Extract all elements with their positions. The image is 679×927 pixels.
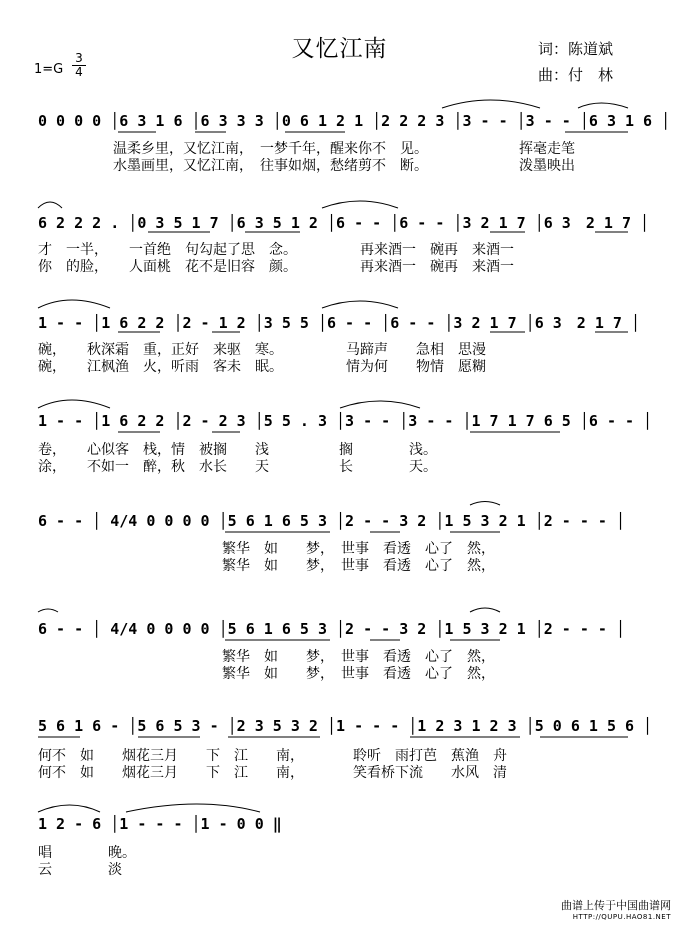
lyric-line: 唱 晚。 bbox=[38, 845, 136, 861]
site-footer: 曲谱上传于中国曲谱网 bbox=[561, 899, 671, 912]
lyric-line: 水墨画里，又忆江南， 往事如烟，愁绪剪不 断。 泼墨映出 bbox=[113, 158, 575, 174]
lyric-line: 温柔乡里，又忆江南， 一梦千年，醒来你不 见。 挥毫走笔 bbox=[113, 141, 575, 157]
lyric-line: 繁华 如 梦， 世事 看透 心了 然， bbox=[222, 666, 495, 682]
slur-arc bbox=[38, 805, 100, 812]
lyric-line: 繁华 如 梦， 世事 看透 心了 然， bbox=[222, 558, 495, 574]
site-url: HTTP://QUPU.HAO81.NET bbox=[572, 913, 671, 921]
notation-line: 0 0 0 0 │6 3 1 6 │6 3 3 3 │0 6 1 2 1 │2 2 2 3 │3 - - │3 - - │6 3 1 6 │ bbox=[38, 112, 671, 130]
slur-arc bbox=[322, 201, 398, 208]
slur-arc bbox=[578, 103, 628, 108]
notation-line: 6 2 2 2 . │0 3 5 1 7 │6 3 5 1 2 │6 - - │6 - - │3 2 1 7 │6 3 2 1 7 │ bbox=[38, 214, 650, 232]
lyric-line: 繁华 如 梦， 世事 看透 心了 然， bbox=[222, 649, 495, 665]
slur-arc bbox=[126, 804, 260, 812]
slur-arc bbox=[322, 301, 398, 308]
slur-arc bbox=[38, 300, 110, 308]
time-signature-numerator: 3 bbox=[72, 52, 86, 66]
lyric-line: 你 的脸， 人面桃 花不是旧容 颜。 再来酒一 碗再 来酒一 bbox=[38, 259, 514, 275]
lyric-line: 涂， 不如一 醉，秋 水长 天 长 天。 bbox=[38, 459, 437, 475]
notation-line: 5 6 1 6 - │5 6 5 3 - │2 3 5 3 2 │1 - - - │1 2 3 1 2 3 │5 0 6 1 5 6 │ bbox=[38, 717, 653, 735]
score-title: 又忆江南 bbox=[291, 36, 388, 62]
slur-arc bbox=[442, 100, 540, 108]
slur-arc bbox=[38, 400, 110, 408]
notation-line: 1 - - │1 6 2 2 │2 - 2 3 │5 5 . 3 │3 - - │3 - - │1 7 1 7 6 5 │6 - - │ bbox=[38, 412, 653, 430]
time-signature-denominator: 4 bbox=[75, 65, 83, 79]
lyric-line: 卷， 心似客 栈，情 被搁 浅 搁 浅。 bbox=[38, 442, 437, 458]
notation-line: 1 2 - 6 │1 - - - │1 - 0 0 ‖ bbox=[38, 815, 282, 833]
lyricist-credit: 词：陈道斌 bbox=[538, 40, 614, 58]
lyric-line: 才 一半， 一首绝 句勾起了思 念。 再来酒一 碗再 来酒一 bbox=[38, 242, 514, 258]
lyric-line: 何不 如 烟花三月 下 江 南， 笑看桥下流 水风 清 bbox=[38, 765, 507, 781]
slur-arc bbox=[340, 401, 420, 408]
lyric-line: 碗， 秋深霜 重，正好 来驱 寒。 马蹄声 急相 思漫 bbox=[38, 342, 486, 358]
lyric-line: 云 淡 bbox=[38, 862, 122, 878]
lyric-line: 繁华 如 梦， 世事 看透 心了 然， bbox=[222, 541, 495, 557]
slur-arc bbox=[38, 609, 58, 612]
slur-arc bbox=[38, 202, 62, 208]
notation-line: 1 - - │1 6 2 2 │2 - 1 2 │3 5 5 │6 - - │6 - - │3 2 1 7 │6 3 2 1 7 │ bbox=[38, 314, 640, 332]
key-signature: 1=G bbox=[34, 62, 64, 77]
slur-arc bbox=[470, 608, 500, 612]
lyric-line: 何不 如 烟花三月 下 江 南， 聆听 雨打芭 蕉渔 舟 bbox=[38, 748, 507, 764]
notation-line: 6 - - │ 4/4 0 0 0 0 │5 6 1 6 5 3 │2 - - 3 2 │1 5 3 2 1 │2 - - - │ bbox=[38, 512, 625, 530]
lyric-line: 碗， 江枫渔 火，听雨 客未 眠。 情为何 物情 愿糊 bbox=[38, 359, 486, 375]
notation-line: 6 - - │ 4/4 0 0 0 0 │5 6 1 6 5 3 │2 - - 3 2 │1 5 3 2 1 │2 - - - │ bbox=[38, 620, 625, 638]
composer-credit: 曲：付 林 bbox=[538, 66, 614, 84]
slur-arc bbox=[470, 502, 500, 506]
